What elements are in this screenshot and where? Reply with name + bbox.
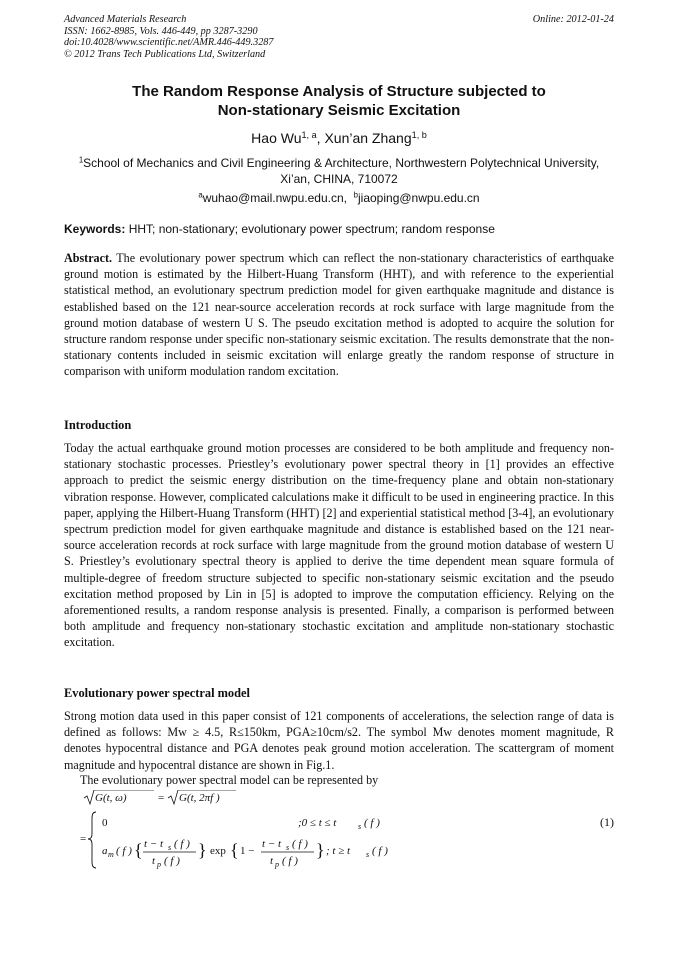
affiliation	[64, 156, 614, 187]
frac-2-den-sub: p	[275, 860, 279, 869]
evolutionary-text-2: The evolutionary power spectral model can be represented by	[80, 773, 379, 787]
affiliation-line-2: Xi’an, CHINA, 710072	[280, 171, 398, 186]
issn-line: ISSN: 1662-8985, Vols. 446-449, pp 3287-3290	[64, 25, 258, 37]
frac-1-num: t − t	[144, 838, 164, 850]
author-sep: ,	[316, 130, 325, 146]
case-1-sub: s	[358, 822, 362, 831]
email-b: jiaoping@nwpu.edu.cn	[358, 191, 480, 205]
evolutionary-heading: Evolutionary power spectral model	[64, 686, 250, 700]
eq-a-sub: m	[108, 850, 114, 859]
email-a-sup: a	[198, 190, 203, 200]
eq-one-minus: 1 −	[240, 845, 255, 857]
title-line-1: The Random Response Analysis of Structure subjected to	[132, 83, 546, 100]
brace-open-1: {	[134, 840, 143, 860]
eq-equals-2: =	[80, 833, 87, 845]
keywords-label: Keywords:	[64, 222, 126, 236]
email-a: wuhao@mail.nwpu.edu.cn,	[202, 191, 347, 205]
case-1-value: 0	[102, 817, 108, 829]
brace-open-2: {	[230, 840, 239, 860]
frac-2-den: t	[270, 855, 274, 867]
brace-close-2: }	[316, 840, 325, 860]
emails	[64, 191, 614, 205]
journal-header	[64, 14, 273, 60]
abstract	[64, 250, 614, 380]
case-brace	[88, 812, 96, 868]
case-2-sub: s	[366, 850, 370, 859]
affiliation-line-1: School of Mechanics and Civil Engineering & Architecture, Northwestern Polytechnical University,	[83, 156, 600, 170]
frac-2-num-sub: s	[286, 843, 290, 852]
keywords-text: HHT; non-stationary; evolutionary power spectrum; random response	[125, 222, 495, 236]
author-1-sup: 1, a	[301, 130, 317, 140]
evolutionary-text: Strong motion data used in this paper consist of 121 components of accelerations, the selection range of data is defined as follows: Mw ≥ 4.5, R≤150km, PGA≥10cm/s2. The symbol Mw denotes moment magnitude, R denotes hypocentral distance and PGA denotes peak ground motion acceleration. The scattergram of moment magnitude and hypocentral distance are shown in Fig.1.	[64, 709, 614, 772]
frac-1-den-tail: ( f )	[164, 855, 180, 867]
introduction-text: Today the actual earthquake ground motion processes are considered to be both amplitude and frequency non-stationary stochastic processes. Priestley’s evolutionary power spectral theory in [1] provides an effective approach to predict the seismic energy distribution on the time-frequency plane and obtain non-stationary vibration response. However, complicated calculations make it difficult to be used in engineering practice. In this paper, applying the Hilbert-Huang Transform (HHT) [2] and experiential statistical method [3-4], an evolutionary spectrum prediction model for given earthquake magnitude and distance is established based on the 121 near-source acceleration records at rock surface with large magnitude from the ground motion database of western U S. Priestley’s evolutionary spectral theory is applied to derive the time dependent mean square formula of multiple-degree of freedom structure subjected to specific non-stationary seismic excitation and the pseudo excitation method proposed by Lin in [5] is adopted to improve the computation efficiency. Relying on the aforementioned results, a random response analysis is presented. Finally, a comparison is performed between both amplitude and frequency non-stationary stochastic excitation and amplitude non-stationary stochastic excitation.	[64, 441, 614, 650]
keywords	[64, 222, 614, 236]
paper-title	[64, 82, 614, 120]
affiliation-sup: 1	[78, 155, 84, 165]
case-1-condition: ;0 ≤ t ≤ t	[298, 817, 337, 829]
abstract-text: The evolutionary power spectrum which can reflect the non-stationary characteristics of earthquake ground motion is estimated by the Hilbert-Huang Transform (HHT), and with reference to the experiential statistical method, an evolutionary spectrum prediction model for given earthquake magnitude and distance is established based on the 121 near-source acceleration records at rock surface with large magnitude from the ground motion database of western U S. The pseudo excitation method is adopted to acquire the solution for structure random response under specific non-stationary seismic excitation. The results demonstrate that the non-stationary contents included in seismic excitation will enlarge greatly the random response of structure in comparison with uniform modulation random excitation.	[64, 251, 614, 379]
doi-line: doi:10.4028/www.scientific.net/AMR.446-449.3287	[64, 37, 274, 49]
frac-2-num: t − t	[262, 838, 282, 850]
frac-1-num-sub: s	[168, 843, 172, 852]
case-2-condition: ; t ≥ t	[326, 845, 351, 857]
case-2-tail: ( f )	[372, 845, 388, 857]
author-1: Hao Wu	[251, 130, 302, 146]
email-b-sup: b	[353, 190, 358, 200]
authors	[64, 130, 614, 146]
eq-lhs-1: G(t, ω)	[95, 792, 127, 804]
online-date: Online: 2012-01-24	[532, 14, 614, 25]
eq-f: ( f )	[116, 845, 132, 857]
copyright-line: © 2012 Trans Tech Publications Ltd, Switzerland	[64, 48, 266, 60]
eq-exp: exp	[210, 845, 226, 857]
eq-lhs-2: G(t, 2πf )	[179, 792, 220, 804]
equation-number: (1)	[600, 815, 614, 829]
eq-a: a	[102, 845, 108, 857]
brace-close-1: }	[198, 840, 207, 860]
title-line-2: Non-stationary Seismic Excitation	[217, 102, 461, 119]
abstract-label: Abstract.	[64, 251, 113, 265]
journal-name: Advanced Materials Research	[64, 14, 187, 25]
frac-1-den: t	[152, 855, 156, 867]
introduction-heading: Introduction	[64, 418, 132, 432]
author-2-sup: 1, b	[411, 130, 427, 140]
frac-2-den-tail: ( f )	[282, 855, 298, 867]
case-1-tail: ( f )	[364, 817, 380, 829]
eq-equals-1: =	[158, 792, 165, 804]
equation-1	[64, 790, 614, 870]
frac-2-num-tail: ( f )	[292, 838, 308, 850]
author-2: Xun’an Zhang	[324, 130, 412, 146]
frac-1-num-tail: ( f )	[174, 838, 190, 850]
frac-1-den-sub: p	[157, 860, 161, 869]
